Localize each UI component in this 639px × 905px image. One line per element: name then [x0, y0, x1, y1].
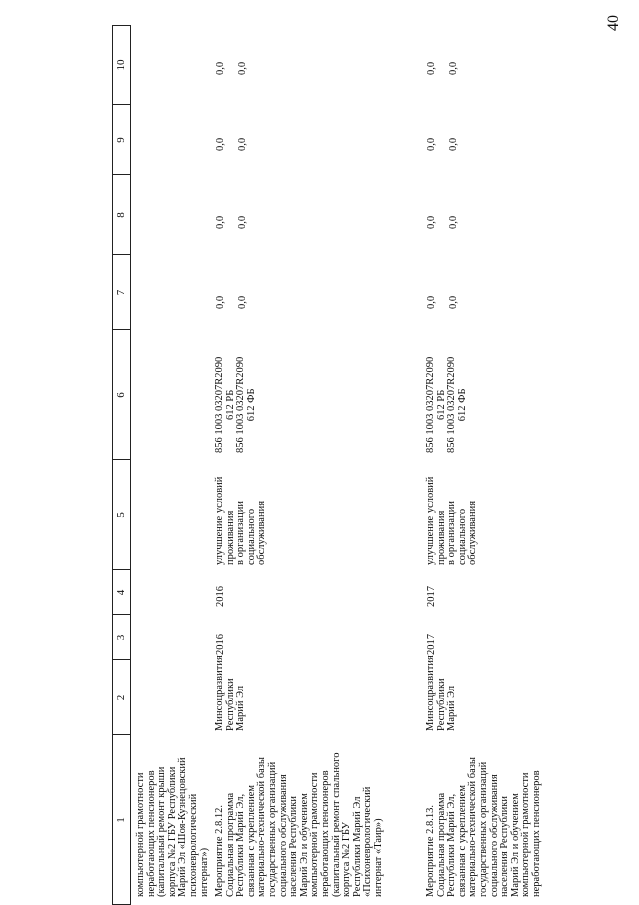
- row2-col9: 0,0 0,0: [426, 137, 459, 151]
- row1-col8: 0,0 0,0: [215, 215, 248, 229]
- row2-col7: 0,0 0,0: [426, 295, 459, 309]
- row1-col4: 2016: [215, 586, 226, 607]
- row2-col2: Минсоцразвития Республики Марий Эл: [425, 655, 458, 731]
- header-col-3: 3: [115, 634, 127, 641]
- header-col-4: 4: [115, 589, 127, 596]
- header-col-5: 5: [115, 512, 127, 518]
- row2-col1: Мероприятие 2.8.13. Социальная программа Республики Марий Эл, связанная с укреплением материально-технической базы государственных организаций социального обслуживания населения Республики Марий Эл и обучением компьютерной грамотности неработающих пенсионеров: [425, 757, 542, 897]
- row1-col10: 0,0 0,0: [215, 61, 248, 75]
- row1-col7: 0,0 0,0: [215, 295, 248, 309]
- row1-col5: улучшение условий проживания в организации социального обслуживания: [214, 476, 268, 565]
- page-number: 40: [605, 15, 622, 31]
- header-col-9: 9: [115, 137, 127, 143]
- header-col-7: 7: [115, 289, 127, 296]
- header-bottom-border: [130, 25, 131, 905]
- row2-col3: 2017: [426, 634, 437, 655]
- header-col-10: 10: [115, 59, 127, 71]
- row2-col10: 0,0 0,0: [426, 61, 459, 75]
- row2-col5: улучшение условий проживания в организации социального обслуживания: [425, 476, 479, 565]
- row2-col6: 856 1003 03207R2090 612 РБ 856 1003 03207R2090 612 ФБ: [425, 356, 468, 453]
- row1-col2: Минсоцразвития Республики Марий Эл: [214, 655, 247, 731]
- row1-col1: Мероприятие 2.8.12. Социальная программа Республики Марий Эл, связанная с укреплением материально-технической базы государственных организаций социального обслуживания населения Республики Марий Эл и обучением компьютерной грамотности неработающих пенсионеров (капитальный ремонт спального корпуса №2 ГБУ Республики Марий Эл «Психоневрологический интернат «Таир»): [214, 752, 384, 897]
- row2-col4: 2017: [426, 586, 437, 607]
- row1-col9: 0,0 0,0: [215, 137, 248, 151]
- header-col-1: 1: [115, 817, 127, 823]
- header-col-2: 2: [115, 694, 127, 701]
- row1-col6: 856 1003 03207R2090 612 РБ 856 1003 03207R2090 612 ФБ: [214, 356, 257, 453]
- header-col-6: 6: [115, 392, 127, 398]
- row2-col8: 0,0 0,0: [426, 215, 459, 229]
- row1-col3: 2016: [215, 634, 226, 655]
- row0-col1: компьютерной грамотности неработающих пенсионеров (капитальный ремонт крыши корпуса №2 ГБУ Республики Марий Эл «Шоя-Кузнецовский психоневрологический интернат»): [135, 757, 210, 897]
- header-col-8: 8: [115, 212, 127, 218]
